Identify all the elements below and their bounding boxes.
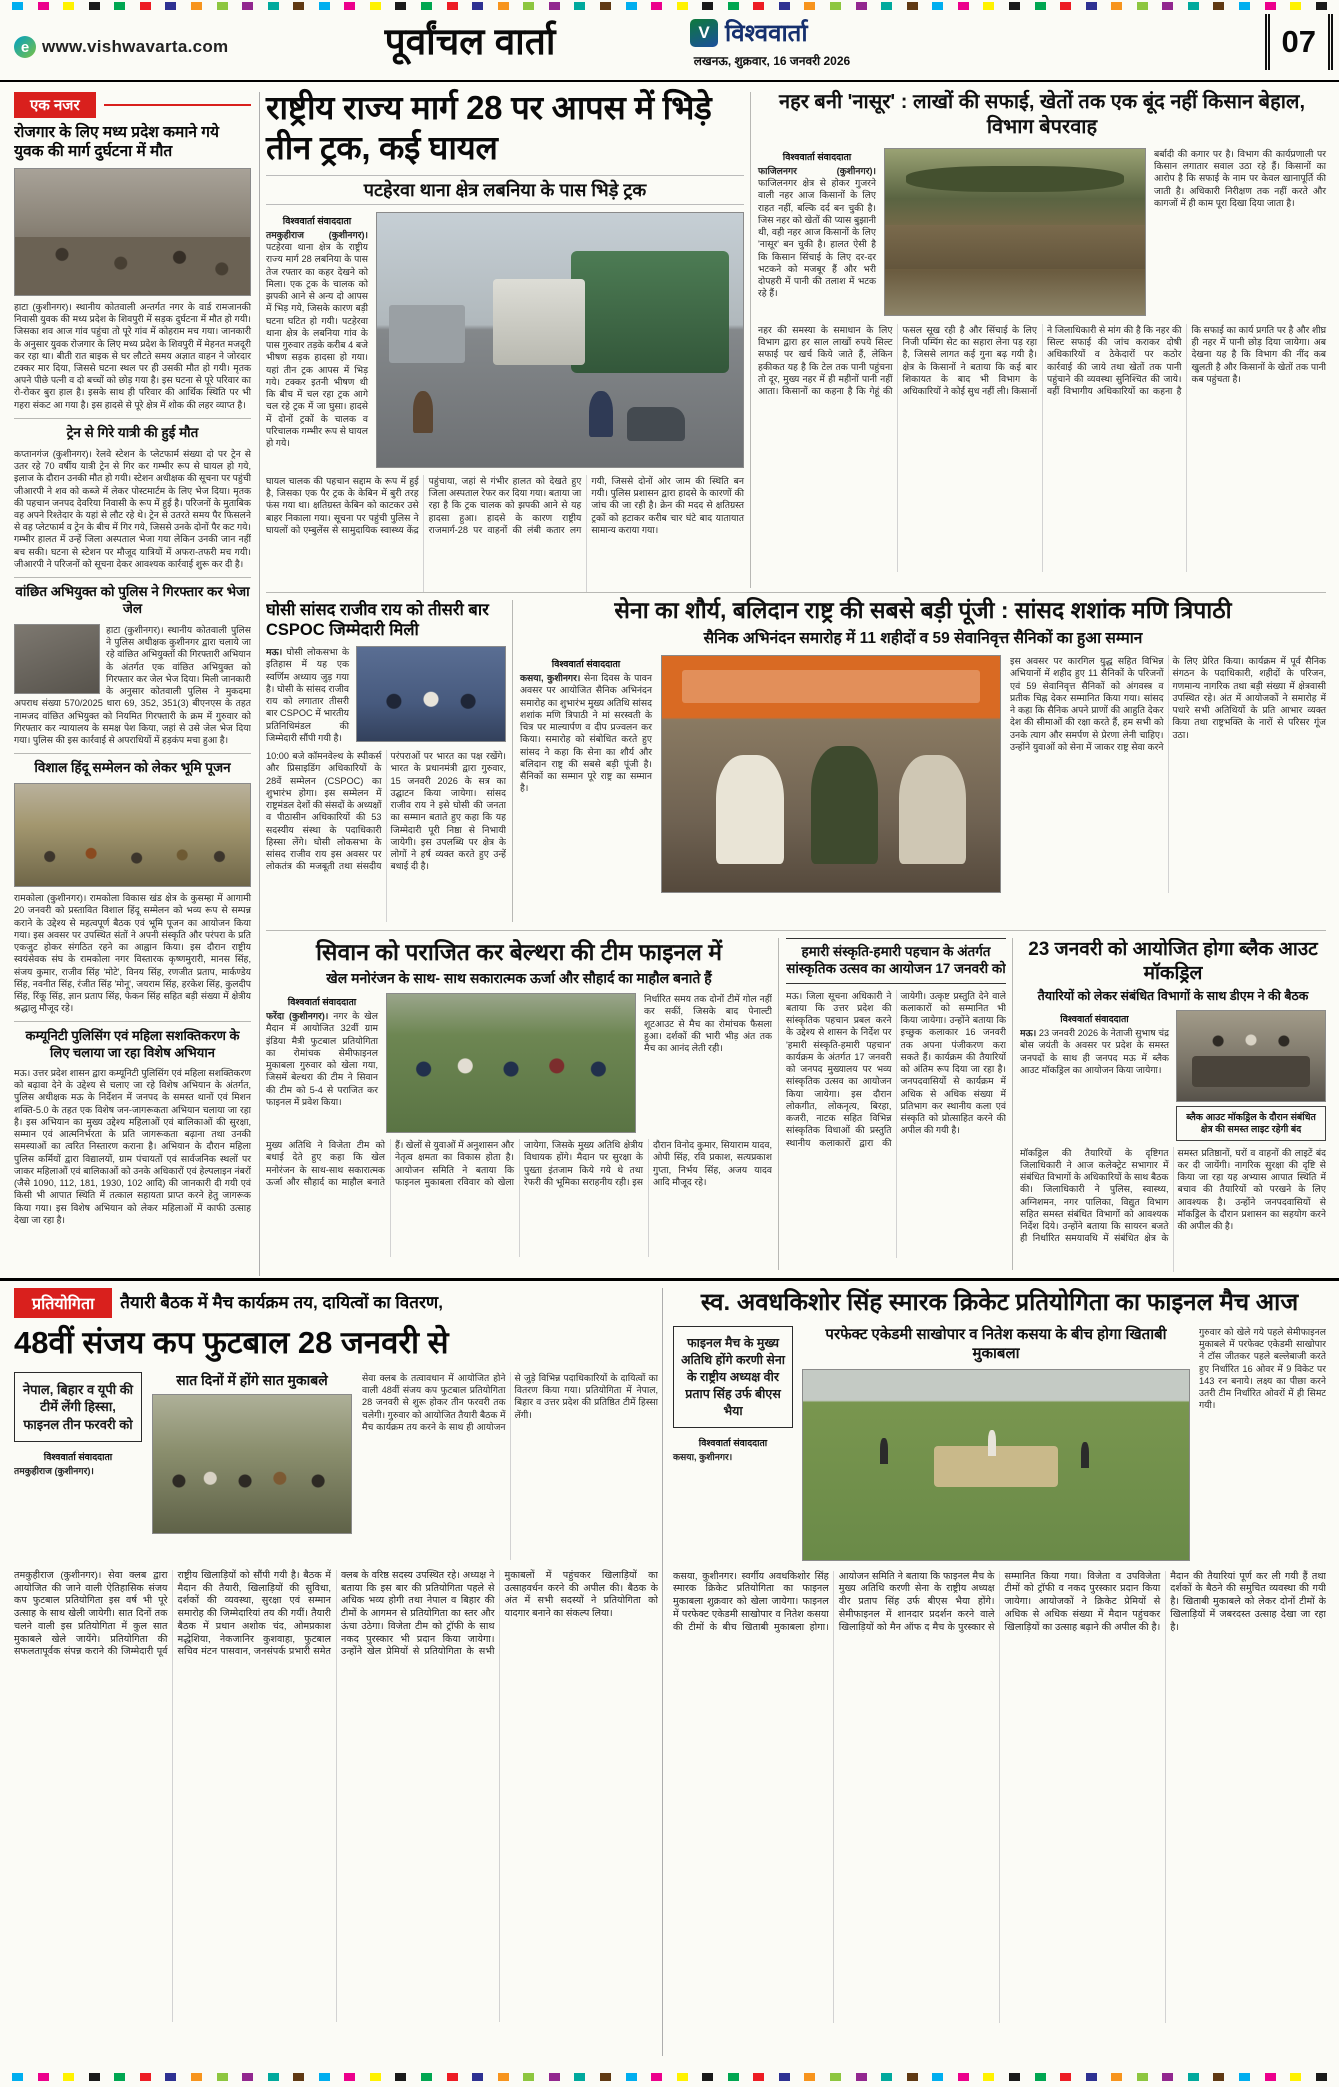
lead-body-left: पटहेरवा थाना क्षेत्र के राष्ट्रीय राज्य मार्ग 28 लबनिया के पास तेज रफ्तार का कहर देखने को मिला। एक ट्रक के चालक को झपकी आने से अन्य दो आपस में भिड़ गये, जिसके कारण बड़ी घटना घटित हो गयी। पटहेरवा थाना क्षेत्र के लबनिया गांव के पास गुरुवार तड़के करीब 4 बजे भीषण सड़क हादसा हो गया। यहां तीन ट्रक आपस में भिड़ गये। टक्कर इतनी भीषण थी कि बीच में चल रहा ट्रक आगे चल रहे ट्रक में जा घुसा। हादसे में दोनों ट्रकों के चालक व परिचालक गम्भीर रूप से घायल हो गये। (266, 242, 368, 448)
divider (14, 753, 251, 754)
blackout-body-bottom: मॉकड्रिल की तैयारियों के दृष्टिगत जिलाधिकारी ने आज कलेक्ट्रेट सभागार में संबंधित विभागों के अधिकारियों के साथ बैठक की। जिलाधिकारी ने पुलिस, स्वास्थ्य, अग्निशमन, नगर पालिका, विद्युत विभाग सहित समस्त संबंधित विभागों को आवश्यक निर्देश दिये। उन्होंने बताया कि सायरन बजते ही निर्धारित समयावधि में संबंधित क्षेत्र के समस्त प्रतिष्ठानों, घरों व वाहनों की लाइटें बंद कर दी जायेंगी। नागरिक सुरक्षा की दृष्टि से किया जा रहा यह अभ्यास आपात स्थिति में बचाव की तैयारियों को परखने के लिए आवश्यक है। उन्होंने जनपदवासियों से मॉकड्रिल के दौरान प्रशासन का सहयोग करने की अपील की है। (1020, 1147, 1326, 1244)
globe-logo-icon: e (14, 36, 36, 58)
sanjay-body-row (14, 1372, 658, 1560)
football-subhead: खेल मनोरंजन के साथ- साथ सकारात्मक ऊर्जा और सौहार्द का माहौल बनाते हैं (326, 969, 712, 986)
blackout-left-col (1020, 1010, 1169, 1140)
cspoc-story (266, 600, 506, 922)
photo-shape (988, 1430, 996, 1456)
cricket-left-col (673, 1326, 793, 1561)
sanjay-body-bottom: तमकुहीराज (कुशीनगर)। सेवा क्लब द्वारा आयोजित की जाने वाली ऐतिहासिक संजय कप फुटबाल प्रतियोगिता इस वर्ष भी पूरे उत्साह के साथ खेली जायेगी। सात दिनों तक चलने वाली इस प्रतियोगिता में कुल सात मुकाबले खेले जायेंगे। प्रतियोगिता की सफलतापूर्वक संपन्न कराने की जिम्मेदारी पूर्व राष्ट्रीय खिलाड़ियों को सौंपी गयी है। बैठक में मैदान की तैयारी, खिलाड़ियों की सुविधा, दर्शकों की व्यवस्था, सुरक्षा एवं सम्मान समारोह की जिम्मेदारियां तय की गयीं। तैयारी बैठक में प्रधान अशोक चंद, ओमप्रकाश मद्धेशिया, नेकजानिर कुशवाहा, फुटबाल सचिव मंटन पासवान, जनसंपर्क प्रभारी समेत क्लब के वरिष्ठ सदस्य उपस्थित रहे। अध्यक्ष ने बताया कि इस बार की प्रतियोगिता पहले से अधिक भव्य होगी तथा नेपाल व बिहार की टीमों के आगमन से प्रतियोगिता का स्तर और ऊंचा उठेगा। विजेता टीम को ट्रॉफी के साथ नकद पुरस्कार भी प्रदान किया जायेगा। उन्होंने खेल प्रेमियों से प्रतियोगिता के सभी मुकाबलों में पहुंचकर खिलाड़ियों का उत्साहवर्धन करने की अपील की। बैठक के अंत में सभी सदस्यों ने प्रतियोगिता को यादगार बनाने का संकल्प लिया। (14, 1569, 658, 1658)
photo-shape (389, 305, 465, 363)
horizontal-rule (266, 592, 1326, 593)
sanjay-headline: 48वीं संजय कप फुटबाल 28 जनवरी से (14, 1325, 449, 1360)
army-ceremony-photo (661, 655, 1001, 893)
divider (14, 418, 251, 419)
website-url: www.vishwavarta.com (42, 37, 229, 56)
canal-body-row (758, 148, 1326, 316)
ek-arrest-block (14, 624, 251, 746)
sanjay-cup-story (14, 1288, 658, 2056)
photo-shape (716, 755, 784, 864)
canal-dateline: फाजिलनगर (कुशीनगर)। (758, 166, 876, 176)
photo-shape (1192, 1056, 1310, 1087)
photo-shape (571, 251, 729, 373)
vertical-rule (1012, 938, 1013, 1270)
ek-nazar-label: एक नजर (14, 92, 96, 118)
photo-shape (378, 689, 485, 730)
photo-shape (15, 237, 250, 295)
vertical-rule (778, 938, 779, 1270)
canal-left-col (758, 148, 876, 316)
ek-lead-body: हाटा (कुशीनगर)। स्थानीय कोतवाली अन्तर्गत नगर के वार्ड रामजानकी निवासी युवक की मध्य प्रदेश के शिवपुरी में सड़क दुर्घटना में मौत हो गयी। जिसका शव आज गांव पहुंचा तो पूरे गांव में कोहराम मच गया। जानकारी के अनुसार युवक रोजगार के लिए मध्य प्रदेश के शिवपुरी में मेहनत मजदूरी कर रहा था। बीती रात बाइक से घर लौटते समय अज्ञात वाहन ने जोरदार टक्कर मार दिया, जिससे घटना स्थल पर ही उसकी मौत हो गयी। मृतक अपने पीछे पत्नी व दो बच्चों को छोड़ गया है। इस घटना से पूरे परिवार का रो-रोकर बुरा हाल है। इसके साथ ही परिवार की आर्थिक स्थिति पर भी गहरा संकट आ गया है। इस हादसे से पूरे क्षेत्र में शोक की लहर व्याप्त है। (14, 301, 251, 410)
cricket-byline: विश्ववार्ता संवाददाता (698, 1438, 768, 1449)
culture-story (786, 938, 1006, 1272)
blackout-photo-col (1176, 1010, 1326, 1140)
section-rule (0, 1278, 1339, 1281)
canal-body-left: फाजिलनगर क्षेत्र से होकर गुजरने वाली नहर आज किसानों के लिए राहत नहीं, बल्कि दर्द बन चुकी है। जिस नहर को खेतों की प्यास बुझानी थी, वही नहर आज किसानों के लिए 'नासूर' बन चुकी है। हालत ऐसी है कि किसान सिंचाई के लिए दर-दर भटकने को मजबूर हैं और भरी दोपहरी में पानी की तलाश में भटक रहे हैं। (758, 178, 876, 299)
army-headline: सेना का शौर्य, बलिदान राष्ट्र की सबसे बड़ी पूंजी : सांसद शशांक मणि त्रिपाठी (614, 597, 1232, 623)
lead-subhead: पटहेरवा थाना क्षेत्र लबनिया के पास भिड़े ट्रक (266, 175, 744, 206)
lead-headline: राष्ट्रीय राज्य मार्ग 28 पर आपस में भिड़े तीन ट्रक, कई घायल (266, 89, 712, 167)
cricket-story (662, 1288, 1326, 2056)
ek-train-body: कप्तानगंज (कुशीनगर)। रेलवे स्टेशन के प्लेटफार्म संख्या दो पर ट्रेन से उतर रहे 70 वर्षीय यात्री ट्रेन से गिर कर गम्भीर रूप से घायल हो गये, इलाज के दौरान उनकी मौत हो गयी। स्टेशन अधीक्षक की सूचना पर पहुंची जीआरपी ने शव को कब्जे में लेकर पोस्टमार्टम के लिए भेज दिया। मृतक की पहचान जनपद देवरिया निवासी के रूप में हुई है। परिजनों के मुताबिक वह अपने रिश्तेदार के यहां से लौट रहे थे। ट्रेन से उतरते समय पैर फिसलने से वह प्लेटफार्म व ट्रेन के बीच में गिर गये, जिससे उनके दोनों पैर कट गये। गम्भीर हालत में उन्हें जिला अस्पताल भेजा गया लेकिन उनकी जान नहीं बच सकी। घटना से स्टेशन पर मौजूद यात्रियों में अफरा-तफरी मच गयी। जीआरपी ने परिजनों को सूचना देकर आवश्यक कार्रवाई शुरू कर दी है। (14, 448, 251, 569)
sanjay-byline: विश्ववार्ता संवाददाता (43, 1452, 113, 1463)
football-body-right: निर्धारित समय तक दोनों टीमें गोल नहीं कर सकीं, जिसके बाद पेनाल्टी शूटआउट से मैच का रोमांचक फैसला हुआ। दर्शकों की भारी भीड़ अंत तक मैच का आनंद लेती रही। (644, 994, 772, 1054)
page-header (0, 12, 1339, 80)
canal-byline: विश्ववार्ता संवाददाता (782, 152, 852, 162)
photo-shape (885, 225, 1145, 268)
sanjay-body-mid: सेवा क्लब के तत्वावधान में आयोजित होने वाली 48वीं संजय कप फुटबाल प्रतियोगिता 28 जनवरी से शुरू होकर तीन फरवरी तक चलेगी। गुरुवार को आयोजित तैयारी बैठक में मैच कार्यक्रम तय करने के साथ ही आयोजन से जुड़े विभिन्न पदाधिकारियों के दायित्वों का वितरण किया गया। प्रतियोगिता में नेपाल, बिहार व उत्तर प्रदेश की प्रतिष्ठित टीमें हिस्सा लेंगी। (362, 1372, 658, 1432)
photo-shape (407, 1047, 615, 1110)
cricket-photo-col (802, 1326, 1190, 1561)
lead-left-col (266, 212, 368, 468)
army-dateline: कसया, कुशीनगर। (520, 673, 581, 684)
brand-block (690, 16, 808, 49)
sanjay-dateline: तमकुहीराज (कुशीनगर)। (14, 1466, 94, 1477)
cricket-ground-photo (802, 1369, 1190, 1561)
horizontal-rule (266, 930, 1326, 931)
canal-photo (884, 148, 1146, 316)
football-body-left: नगर के खेल मैदान में आयोजित 32वीं ग्राम इंडिया मैत्री फुटबाल प्रतियोगिता का रोमांचक सेमीफाइनल मुकाबला गुरुवार को खेला गया, जिसमें बेल्थरा की टीम ने सिवान की टीम को 5-4 से पराजित कर फाइनल में प्रवेश किया। (266, 1011, 378, 1107)
cricket-body-right: गुरुवार को खेले गये पहले सेमीफाइनल मुकाबले में परफेक्ट एकेडमी साखोपार ने टॉस जीतकर पहले बल्लेबाजी करते हुए निर्धारित 16 ओवर में 9 विकेट पर 143 रन बनाये। लक्ष्य का पीछा करने उतरी टीम निर्धारित ओवरों में ही सिमट गयी। (1199, 1327, 1326, 1411)
football-body-row (266, 993, 772, 1133)
sanjay-kicker-text: तैयारी बैठक में मैच कार्यक्रम तय, दायित्वों का वितरण, (120, 1292, 443, 1312)
sanjay-kicker-label: प्रतियोगिता (14, 1288, 112, 1318)
registration-color-bar-top (12, 2, 1327, 10)
cricket-headline: स्व. अवधकिशोर सिंह स्मारक क्रिकेट प्रतियोगिता का फाइनल मैच आज (700, 1289, 1299, 1316)
registration-color-bar-bottom (12, 2073, 1327, 2081)
photo-shape (627, 407, 685, 441)
football-match-photo (386, 993, 636, 1133)
header-rule (0, 80, 1339, 82)
blackout-story (1020, 938, 1326, 1272)
vertical-rule (750, 92, 751, 588)
blackout-headline: 23 जनवरी को आयोजित होगा ब्लैक आउट मॉकड्रिल (1028, 939, 1318, 984)
lead-byline: विश्ववार्ता संवाददाता (282, 216, 352, 226)
brand-name: विश्ववार्ता (725, 20, 808, 47)
army-left-col (520, 655, 652, 893)
army-body-left: सेना दिवस के पावन अवसर पर आयोजित सैनिक अभिनंदन समारोह का शुभारंभ मुख्य अतिथि सांसद शशांक मणि त्रिपाठी ने मां सरस्वती के चित्र पर माल्यार्पण व दीप प्रज्वलन कर किया। समारोह को संबोधित करते हुए सांसद ने कहा कि सेना का शौर्य और बलिदान राष्ट्र की सबसे बड़ी पूंजी है। सैनिकों का सम्मान पूरे राष्ट्र का सम्मान है। (520, 673, 652, 794)
football-dateline: फरेंदा (कुशीनगर)। (266, 1011, 329, 1022)
football-left-col (266, 993, 378, 1133)
cricket-body-row (673, 1326, 1326, 1561)
blackout-meeting-photo (1176, 1010, 1326, 1102)
army-body-row (520, 655, 1326, 893)
football-byline: विश्ववार्ता संवाददाता (287, 997, 357, 1008)
sanjay-left-col (14, 1372, 142, 1560)
blackout-byline: विश्ववार्ता संवाददाता (1060, 1014, 1129, 1025)
cricket-dateline: कसया, कुशीनगर। (673, 1452, 733, 1463)
photo-shape (906, 166, 1124, 193)
divider (14, 577, 251, 578)
blackout-body-left: 23 जनवरी 2026 के नेताजी सुभाष चंद्र बोस जयंती के अवसर पर प्रदेश के समस्त जनपदों के साथ ही जनपद मऊ में ब्लैक आउट मॉकड्रिल का आयोजन किया जायेगा। (1020, 1028, 1169, 1075)
crowd-photo (14, 168, 251, 296)
photo-shape (1081, 1442, 1089, 1468)
photo-shape (682, 670, 979, 703)
army-story (520, 596, 1326, 893)
culture-body: मऊ। जिला सूचना अधिकारी ने बताया कि उत्तर प्रदेश की सांस्कृतिक पहचान प्रबल करने के उद्देश्य से शासन के निर्देश पर 'हमारी संस्कृति-हमारी पहचान' कार्यक्रम के अंतर्गत 17 जनवरी को जनपद मुख्यालय पर भव्य सांस्कृतिक उत्सव का आयोजन किया जायेगा। इस दौरान लोकगीत, लोकनृत्य, बिरहा, कजरी, नाटक सहित विभिन्न सांस्कृतिक विधाओं की प्रस्तुति स्थानीय कलाकारों द्वारा की जायेगी। उत्कृष्ट प्रस्तुति देने वाले कलाकारों को सम्मानित भी किया जायेगा। उन्होंने बताया कि इच्छुक कलाकार 16 जनवरी तक अपना पंजीकरण करा सकते हैं। कार्यक्रम की तैयारियों को अंतिम रूप दिया जा रहा है। जनपदवासियों से कार्यक्रम में अधिक से अधिक संख्या में प्रतिभाग कर स्थानीय कला एवं संस्कृति को प्रोत्साहित करने की अपील की गयी है। (786, 990, 1006, 1148)
vertical-rule (512, 600, 513, 922)
ek-arrest-headline: वांछित अभियुक्त को पुलिस ने गिरफ्तार कर भेजा जेल (15, 584, 250, 617)
divider (14, 1021, 251, 1022)
ek-sammelan-body: रामकोला (कुशीनगर)। रामकोला विकास खंड क्षेत्र के कुसम्हा में आगामी 20 जनवरी को प्रस्तावित विशाल हिंदू सम्मेलन को भव्य रूप से सम्पन्न कराने के उद्देश्य से महत्वपूर्ण बैठक एवं भूमि पूजन का आयोजन किया गया। इस अवसर पर उपस्थित संतों ने अपनी संस्कृति और परंपरा के प्रति एकजुट होकर संगठित रहने का आह्वान किया। इस दौरान राष्ट्रीय स्वयंसेवक संघ के रामकोला नगर विस्तारक कृष्णमुरारी, मानस सिंह, संजय कुमार, राजीव सिंह 'मोटे', विनय सिंह, रणजीत प्रताप, मार्कण्डेय सिंह, नवनीत सिंह, रंजीत सिंह 'मोनू', जयराम सिंह, हरकेश सिंह, कुलदीप सिंह, रिंकू सिंह, ज्ञान प्रताप सिंह, फेकन सिंह सहित बड़ी संख्या में क्षेत्रीय श्रद्धालु मौजूद रहे। (14, 893, 251, 1014)
vishwavarta-logo-icon: V (690, 19, 718, 47)
canal-headline: नहर बनी 'नासूर' : लाखों की सफाई, खेतों तक एक बूंद नहीं किसान बेहाल, विभाग बेपरवाह (778, 91, 1306, 138)
photo-shape (899, 755, 967, 864)
sanjay-meeting-photo (152, 1394, 352, 1534)
cspoc-body-top: घोसी लोकसभा के इतिहास में यह एक स्वर्णिम अध्याय जुड़ गया है। घोसी के सांसद राजीव राय को लगातार तीसरी बार CSPOC में भारतीय प्रतिनिधिमंडल की जिम्मेदारी सौंपी गयी है। (266, 647, 349, 743)
lead-body-row (266, 212, 744, 468)
ek-policing-body: मऊ। उत्तर प्रदेश शासन द्वारा कम्यूनिटी पुलिसिंग एवं महिला सशक्तिकरण को बढ़ावा देने के उद्देश्य से चलाए जा रहे विशेष अभियान के अंतर्गत, पुलिस अधीक्षक मऊ के निर्देशन में जनपद के समस्त थानों एवं मिशन शक्ति-5.0 के तहत एक विशेष जन-जागरूकता अभियान चलाया जा रहा है। इस अभियान का मुख्य उद्देश्य महिलाओं एवं बालिकाओं की सुरक्षा, सम्मान एवं आत्मनिर्भरता के प्रति जागरूकता बढ़ाना तथा उनकी समस्याओं का त्वरित निस्तारण कराना है। अभियान के दौरान महिला पुलिस कर्मियों द्वारा विद्यालयों, ग्राम पंचायतों एवं सार्वजनिक स्थलों पर जाकर महिलाओं एवं बालिकाओं को उनके अधिकारों एवं हेल्पलाइन नंबरों (जैसे 1090, 112, 181, 1930, 102 आदि) की जानकारी दी गयी एवं किसी भी आपात स्थिति में तत्काल सहायता प्राप्त करने हेतु जागरूक किया गया। इस विशेष अभियान को लेकर महिलाओं में काफी उत्साह देखा जा रहा है। (14, 1067, 251, 1225)
sanjay-info-box: नेपाल, बिहार व यूपी की टीमें लेंगी हिस्सा, फाइनल तीन फरवरी को (14, 1372, 142, 1443)
sanjay-kicker-row (14, 1288, 658, 1318)
lead-dateline: तमकुहीराज (कुशीनगर)। (266, 230, 368, 240)
page-number-box (1265, 14, 1333, 70)
ek-policing-headline: कम्यूनिटी पुलिसिंग एवं महिला सशक्तिकरण के लिए चलाया जा रहा विशेष अभियान (25, 1028, 240, 1060)
sanjay-photo-col (152, 1372, 352, 1560)
photo-shape (413, 391, 433, 433)
canal-story (758, 90, 1326, 572)
photo-shape (165, 1459, 339, 1514)
lead-body-bottom: घायल चालक की पहचान सद्दाम के रूप में हुई है, जिसका एक पैर ट्रक के केबिन में बुरी तरह फंस गया था। क्षतिग्रस्त केबिन को काटकर उसे बाहर निकाला गया। सूचना पर पहुंची पुलिस ने घायलों को एम्बुलेंस से सामुदायिक स्वास्थ्य केंद्र पहुंचाया, जहां से गंभीर हालत को देखते हुए जिला अस्पताल रेफर कर दिया गया। बताया जा रहा है कि ट्रक चालक को झपकी आने से यह हादसा हुआ। हादसे के कारण राष्ट्रीय राजमार्ग-28 पर वाहनों की लंबी कतार लग गयी, जिससे दोनों ओर जाम की स्थिति बन गयी। पुलिस प्रशासन द्वारा हादसे के कारणों की जांच की जा रही है। क्रेन की मदद से क्षतिग्रस्त ट्रकों को हटाकर करीब चार घंटे बाद यातायात सामान्य कराया गया। (266, 476, 744, 535)
website-link[interactable] (14, 36, 228, 58)
edition-dateline: लखनऊ, शुक्रवार, 16 जनवरी 2026 (693, 54, 851, 68)
army-byline: विश्ववार्ता संवाददाता (551, 659, 621, 670)
truck-accident-photo (376, 212, 744, 468)
canal-body-bottom: नहर की समस्या के समाधान के लिए विभाग द्वारा हर साल लाखों रुपये सिल्ट सफाई पर खर्च किये जाते हैं, लेकिन हकीकत यह है कि टेल तक पानी पहुंचना तो दूर, मुख्य नहर में ही महीनों पानी नहीं आता। किसानों का कहना है कि गेहूं की फसल सूख रही है और सिंचाई के लिए निजी पम्पिंग सेट का सहारा लेना पड़ रहा है, जिससे लागत कई गुना बढ़ गयी है। क्षेत्र के किसानों ने बताया कि कई बार शिकायत के बाद भी विभाग के अधिकारियों ने कोई सुध नहीं ली। किसानों ने जिलाधिकारी से मांग की है कि नहर की सिल्ट सफाई की जांच कराकर दोषी अधिकारियों व ठेकेदारों पर कठोर कार्रवाई की जाये तथा खेतों तक पानी पहुंचाने की व्यवस्था सुनिश्चित की जाये। वहीं विभागीय अधिकारियों का कहना है कि सफाई का कार्य प्रगति पर है और शीघ्र ही नहर में पानी छोड़ दिया जायेगा। अब देखना यह है कि विभाग की नींद कब खुलती है और किसानों के खेतों तक पानी कब पहुंचता है। (758, 325, 1326, 397)
ek-nazar-column (14, 92, 260, 1276)
photo-shape (880, 1438, 888, 1464)
blackout-dateline: मऊ। (1020, 1028, 1037, 1039)
photo-shape (29, 841, 236, 872)
football-story (266, 938, 772, 1272)
ek-lead-headline: रोजगार के लिए मध्य प्रदेश कमाने गये युवक की मार्ग दुर्घटना में मौत (14, 124, 219, 160)
football-headline: सिवान को पराजित कर बेल्थरा की टीम फाइनल में (315, 939, 723, 965)
cspoc-photo (356, 646, 506, 742)
masthead-title: पूर्वांचल वार्ता (384, 21, 556, 62)
arrest-photo (14, 624, 100, 694)
blackout-subhead: तैयारियों को लेकर संबंधित विभागों के साथ डीएम ने की बैठक (1037, 988, 1309, 1003)
football-body-bottom: मुख्य अतिथि ने विजेता टीम को बधाई देते हुए कहा कि खेल मनोरंजन के साथ-साथ सकारात्मक ऊर्जा और सौहार्द का माहौल बनाते हैं। खेलों से युवाओं में अनुशासन और नेतृत्व क्षमता का विकास होता है। आयोजन समिति ने बताया कि फाइनल मुकाबला रविवार को खेला जायेगा, जिसके मुख्य अतिथि क्षेत्रीय विधायक होंगे। मैदान पर सुरक्षा के पुख्ता इंतजाम किये गये थे तथा रेफरी की भूमिका सराहनीय रही। इस दौरान विनोद कुमार, सियाराम यादव, ओपी सिंह, रवि प्रकाश, सत्यप्रकाश गुप्ता, निर्भय सिंह, अजय यादव आदि मौजूद रहे। (266, 1140, 772, 1187)
army-body-right: इस अवसर पर कारगिल युद्ध सहित विभिन्न अभियानों में शहीद हुए 11 सैनिकों के परिजनों एवं 59 सेवानिवृत्त सैनिकों को अंगवस्त्र व प्रतीक चिह्न देकर सम्मानित किया गया। सांसद ने कहा कि सैनिक अपने प्राणों की आहुति देकर देश की सीमाओं की रक्षा करते हैं, हम सभी को उनके त्याग और समर्पण से प्रेरणा लेनी चाहिए। उन्होंने युवाओं को सेना में जाकर राष्ट्र सेवा करने के लिए प्रेरित किया। कार्यक्रम में पूर्व सैनिक संगठन के पदाधिकारी, शहीदों के परिजन, गणमान्य नागरिक तथा बड़ी संख्या में क्षेत्रवासी उपस्थित रहे। अंत में आयोजकों ने समारोह में पधारे सभी अतिथियों के प्रति आभार व्यक्त किया तथा राष्ट्रभक्ति के नारों से परिसर गूंज उठा। (1010, 656, 1326, 752)
cspoc-row (266, 646, 506, 744)
blackout-row (1020, 1010, 1326, 1140)
ek-train-headline: ट्रेन से गिरे यात्री की हुई मौत (66, 424, 199, 440)
blackout-photo-caption: ब्लैक आउट मॉकड्रिल के दौरान संबंधित क्षेत्र की समस्त लाइट रहेगी बंद (1176, 1106, 1326, 1140)
photo-shape (1204, 1031, 1299, 1051)
cspoc-body-bottom: 10:00 बजे कॉमनवेल्थ के स्पीकर्स और प्रिसाइडिंग अधिकारियों के 28वें सम्मेलन (CSPOC) का शुभारंभ होगा। इस सम्मेलन में राष्ट्रमंडल देशों की संसदों के अध्यक्षों व पीठासीन अधिकारियों की 53 सदस्यीय संस्था के पदाधिकारी हिस्सा लेंगे। घोसी लोकसभा के सांसद राजीव राय इस अवसर पर लोकतंत्र की मजबूती तथा संसदीय परंपराओं पर भारत का पक्ष रखेंगे। भारत के प्रधानमंत्री द्वारा गुरुवार, 15 जनवरी 2026 के सत्र का उद्घाटन किया जायेगा। सांसद राजीव राय ने इसे घोसी की जनता का सम्मान बताते हुए कहा कि यह जिम्मेदारी पूरी निष्ठा से निभायी जायेगी। इस उपलब्धि पर क्षेत्र के लोगों ने हर्ष व्यक्त करते हुए उन्हें बधाई दी है। (266, 751, 506, 872)
cspoc-dateline: मऊ। (266, 647, 283, 658)
cricket-body-bottom: कसया, कुशीनगर। स्वर्गीय अवधकिशोर सिंह स्मारक क्रिकेट प्रतियोगिता का फाइनल मुकाबला शुक्रवार को खेला जायेगा। फाइनल में परफेक्ट एकेडमी साखोपार व नितेश कसया की टीमों के बीच खिताबी मुकाबला होगा। आयोजन समिति ने बताया कि फाइनल मैच के मुख्य अतिथि करणी सेना के राष्ट्रीय अध्यक्ष वीर प्रताप सिंह उर्फ बीएस भैया होंगे। सेमीफाइनल में शानदार प्रदर्शन करने वाले खिलाड़ियों को मैन ऑफ द मैच के पुरस्कार से सम्मानित किया गया। विजेता व उपविजेता टीमों को ट्रॉफी व नकद पुरस्कार प्रदान किया जायेगा। आयोजकों ने क्रिकेट प्रेमियों से अधिक से अधिक संख्या में मैदान पहुंचकर खिलाड़ियों का उत्साह बढ़ाने की अपील की है। मैदान की तैयारियां पूर्ण कर ली गयी हैं तथा दर्शकों के बैठने की समुचित व्यवस्था की गयी है। खिताबी मुकाबले को लेकर दोनों टीमों के खिलाड़ियों में जबरदस्त उत्साह देखा जा रहा है। (673, 1570, 1326, 1633)
cricket-info-box: फाइनल मैच के मुख्य अतिथि होंगे करणी सेना के राष्ट्रीय अध्यक्ष वीर प्रताप सिंह उर्फ बीएस भैया (673, 1326, 793, 1428)
ek-sammelan-headline: विशाल हिंदू सम्मेलन को लेकर भूमि पूजन (34, 760, 231, 776)
army-subhead: सैनिक अभिनंदन समारोह में 11 शहीदों व 59 सेवानिवृत्त सैनिकों का हुआ सम्मान (703, 629, 1143, 647)
culture-headline: हमारी संस्कृति-हमारी पहचान के अंतर्गत सांस्कृतिक उत्सव का आयोजन 17 जनवरी को (786, 938, 1006, 984)
cspoc-headline: घोसी सांसद राजीव राय को तीसरी बार CSPOC जिम्मेदारी मिली (266, 601, 489, 640)
ek-nazar-label-rule (104, 104, 251, 106)
sanjay-subhead: सात दिनों में होंगे सात मुकाबले (176, 1371, 328, 1388)
cricket-subhead: परफेक्ट एकेडमी साखोपार व नितेश कसया के बीच होगा खिताबी मुकाबला (825, 1326, 1167, 1362)
ek-arrest-body: हाटा (कुशीनगर)। स्थानीय कोतवाली पुलिस ने पुलिस अधीक्षक कुशीनगर द्वारा चलाये जा रहे वांछित अभियुक्तों की गिरफ्तारी अभियान के अंतर्गत एक वांछित अभियुक्त को गिरफ्तार कर जेल भेज दिया। मिली जानकारी के अनुसार कोतवाली पुलिस ने मुकदमा अपराध संख्या 570/2025 धारा 69, 352, 351(3) बीएनएस के तहत नामजद वांछित अभियुक्त को नियमित गिरफ्तारी के क्रम में गुरुवार को गिरफ्तार कर न्यायालय के समक्ष पेश किया, जहां से उसे जेल भेज दिया गया। पुलिस की इस कार्रवाई से अपराधियों में हड़कंप मचा हुआ है। (14, 624, 251, 745)
photo-shape (493, 279, 585, 365)
sammelan-photo (14, 783, 251, 887)
photo-shape (589, 391, 613, 437)
lead-story (266, 88, 744, 593)
page-number: 07 (1281, 24, 1316, 59)
canal-body-right: बर्बादी की कगार पर है। विभाग की कार्यप्रणाली पर किसान लगातार सवाल उठा रहे हैं। किसानों का आरोप है कि सफाई के नाम पर केवल खानापूर्ति की जाती है। अधिकारी निरीक्षण तक नहीं करते और कागजों में ही काम पूरा दिखा दिया जाता है। (1154, 149, 1326, 208)
photo-shape (811, 746, 879, 864)
